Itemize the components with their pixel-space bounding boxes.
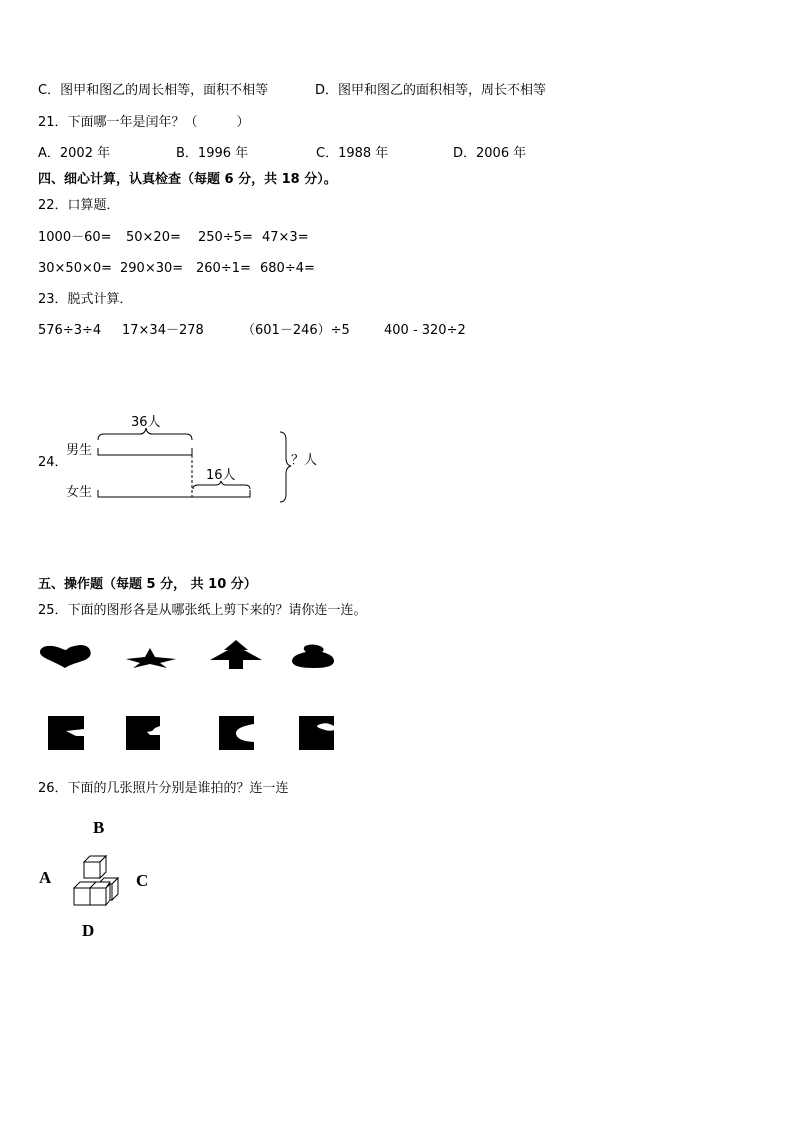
q26-stem: 26．下面的几张照片分别是谁拍的？连一连	[38, 781, 289, 796]
q22-r1-item: 1000－60=	[38, 230, 112, 245]
q22-r2-item: 680÷4=	[260, 261, 315, 276]
q22-r1-item: 47×3=	[262, 230, 309, 245]
label-b: B	[93, 818, 105, 837]
label-d: D	[82, 921, 95, 940]
q21-option-d: D．2006 年	[453, 146, 527, 161]
q23-item: 576÷3÷4	[38, 323, 102, 338]
label-a: A	[39, 868, 52, 887]
q22-r2-item: 290×30=	[120, 261, 184, 276]
q22-r2-item: 30×50×0=	[38, 261, 113, 276]
q25-stem: 25．下面的图形各是从哪张纸上剪下来的？请你连一连。	[38, 603, 367, 618]
q23-item: （601－246）÷5	[242, 323, 350, 338]
cube-top	[84, 856, 106, 878]
section5-heading: 五、操作题（每题 5 分， 共 10 分）	[38, 577, 257, 592]
q22-stem: 22．口算题．	[38, 198, 120, 213]
q20-option-d: D．图甲和图乙的面积相等，周长不相等	[315, 83, 547, 98]
q23-item: 400 - 320÷2	[384, 323, 466, 338]
cube-front-middle	[90, 882, 110, 905]
q24-number: 24．	[38, 455, 68, 470]
q21-option-b: B．1996 年	[176, 146, 249, 161]
q21-option-a: A．2002 年	[38, 146, 111, 161]
q22-r1-item: 250÷5=	[198, 230, 253, 245]
boys-count-label: 36人	[131, 415, 161, 430]
q21-option-c: C．1988 年	[316, 146, 389, 161]
q21-stem: 21．下面哪一年是闰年？（ ）	[38, 115, 250, 130]
total-label: ？人	[291, 453, 318, 468]
q22-r2-item: 260÷1=	[196, 261, 251, 276]
q22-r1-item: 50×20=	[126, 230, 181, 245]
q23-item: 17×34－278	[122, 323, 204, 338]
q20-option-c: C．图甲和图乙的周长相等，面积不相等	[38, 83, 269, 98]
difference-label: 16人	[206, 468, 236, 483]
q23-stem: 23．脱式计算．	[38, 292, 133, 307]
section4-heading: 四、细心计算，认真检查（每题 6 分，共 18 分）。	[38, 172, 337, 187]
girls-label: 女生	[66, 485, 93, 500]
label-c: C	[136, 871, 149, 890]
boys-label: 男生	[66, 443, 93, 458]
